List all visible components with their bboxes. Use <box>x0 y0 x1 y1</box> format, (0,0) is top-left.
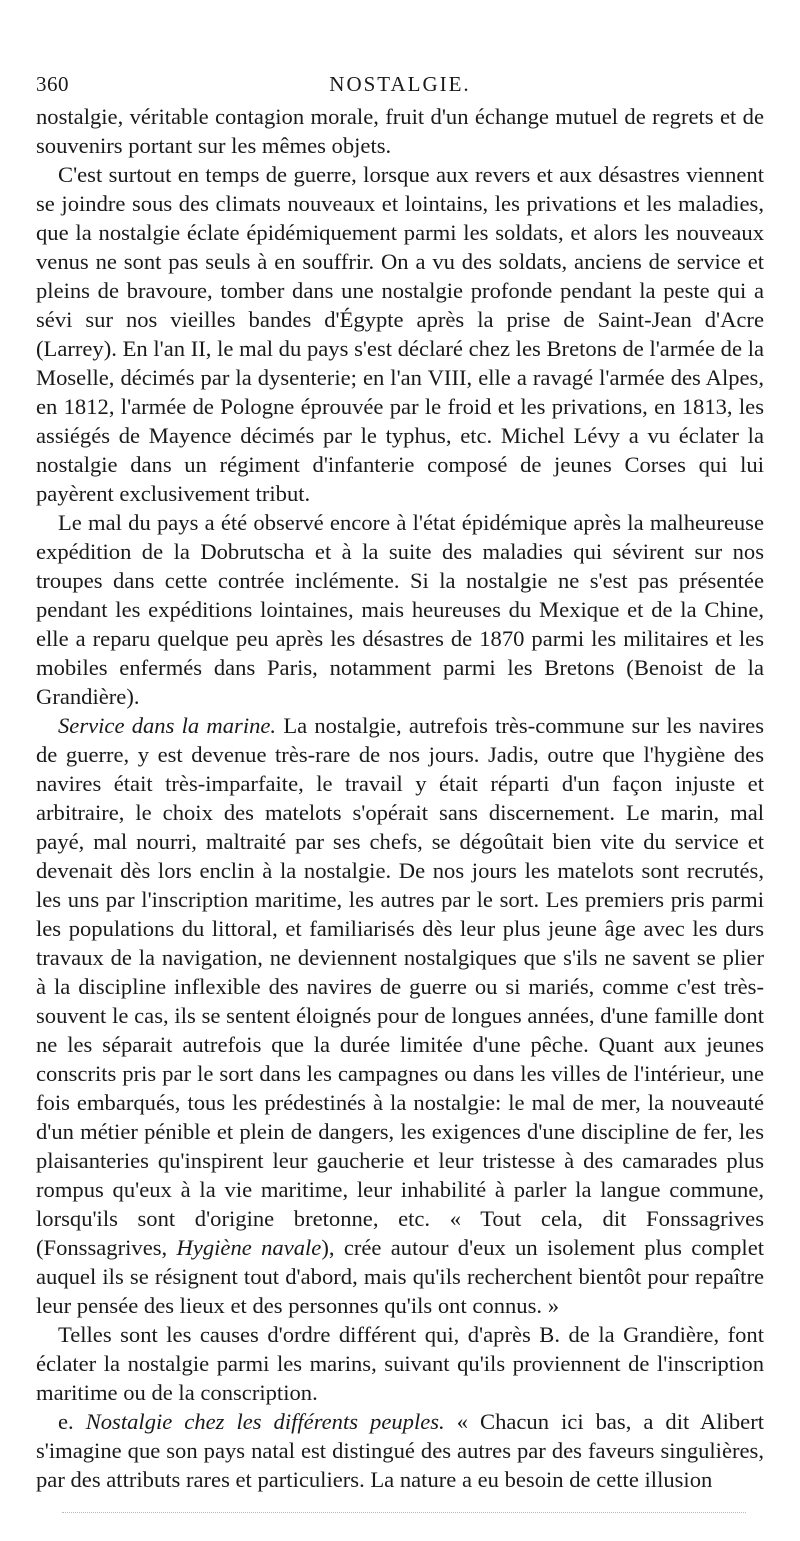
paragraph-peoples <box>36 1407 764 1494</box>
paragraph-text: Le mal du pays a été observé encore à l'état épidémique après la malheureuse expédition de la Dobrutscha et à la suite des maladies qui sévirent sur nos troupes dans cette contrée inclémente. Si la nostalgie ne s'est pas présentée pendant les expéditions lointaines, mais heureuses du Mexique et de la Chine, elle a reparu quelque peu après les désastres de 1870 parmi les militaires et les mobiles enfermés dans Paris, notamment parmi les Bretons (Benoist de la Grandière). <box>36 510 764 709</box>
body-text <box>36 102 764 1494</box>
paragraph-continuation <box>36 102 764 160</box>
paragraph-causes <box>36 1320 764 1407</box>
citation-title: Hygiène navale <box>176 1235 322 1260</box>
paragraph-text: La nostalgie, autrefois très-commune sur les navires de guerre, y est devenue très-rare de nos jours. Jadis, outre que l'hygiène des navires était très-imparfaite, le travail y était réparti d'un façon injuste et arbitraire, le choix des matelots s'opérait sans discernement. Le marin, mal payé, mal nourri, maltraité par ses chefs, se dégoûtait bien vite du service et devenait dès lors enclin à la nostalgie. De nos jours les matelots sont recrutés, les uns par l'inscription maritime, les autres par le sort. Les premiers pris parmi les populations du littoral, et familiarisés dès leur plus jeune âge avec les durs travaux de la navigation, ne deviennent nostalgiques que s'ils ne savent se plier à la discipline inflexible des navires de guerre ou si mariés, comme c'est très-souvent le cas, ils se sentent éloignés pour de longues années, d'une famille dont ne les séparait autrefois que la durée limitée d'une pêche. Quant aux jeunes conscrits pris par le sort dans les campagnes ou dans les villes de l'intérieur, une fois embarqués, tous les prédestinés à la nostalgie: le mal de mer, la nouveauté d'un métier pénible et plein de dangers, les exigences d'une discipline de fer, les plaisanteries qu'inspirent leur gaucherie et leur tristesse à des camarades plus rompus qu'eux à la vie maritime, leur inhabilité à parler la langue commune, lorsqu'ils sont d'origine bretonne, etc. « Tout cela, dit Fonssagrives (Fonssagrives, <box>36 713 764 1260</box>
footer-rule <box>62 1512 746 1513</box>
page-number: 360 <box>36 72 69 96</box>
paragraph-text: ), crée autour d'eux un isolement plus complet auquel ils se résignent tout d'abord, mais qu'ils recherchent bientôt pour repaître leur pensée des lieux et des personnes qu'ils ont connus. » <box>36 1235 764 1318</box>
section-label: e. <box>58 1409 74 1434</box>
paragraph-text: nostalgie, véritable contagion morale, fruit d'un échange mutuel de regrets et de souvenirs portant sur les mêmes objets. <box>36 104 764 158</box>
paragraph-epidemic <box>36 508 764 711</box>
paragraph-text: C'est surtout en temps de guerre, lorsque aux revers et aux désastres viennent se joindre sous des climats nouveaux et lointains, les privations et les maladies, que la nostalgie éclate épidémiquement parmi les soldats, et alors les nouveaux venus ne sont pas seuls à en souffrir. On a vu des soldats, anciens de service et pleins de bravoure, tomber dans une nostalgie profonde pendant la peste qui a sévi sur nos vieilles bandes d'Égypte après la prise de Saint-Jean d'Acre (Larrey). En l'an II, le mal du pays s'est déclaré chez les Bretons de l'armée de la Moselle, décimés par la dysenterie; en l'an VIII, elle a ravagé l'armée des Alpes, en 1812, l'armée de Pologne éprouvée par le froid et les privations, en 1813, les assiégés de Mayence décimés par le typhus, etc. Michel Lévy a vu éclater la nostalgie dans un régiment d'infanterie composé de jeunes Corses qui lui payèrent exclusivement tribut. <box>36 162 764 506</box>
running-head: NOSTALGIE. <box>329 72 471 96</box>
paragraph-wartime <box>36 160 764 508</box>
paragraph-text: Telles sont les causes d'ordre différent qui, d'après B. de la Grandière, font éclater la nostalgie parmi les marins, suivant qu'ils proviennent de l'inscription maritime ou de la conscription. <box>36 1322 764 1405</box>
page-header <box>36 72 764 102</box>
paragraph-text: « Chacun ici bas, a dit Alibert s'imagine que son pays natal est distingué des autres par des faveurs singulières, par des attributs rares et particuliers. La nature a eu besoin de cette illusion <box>36 1409 764 1492</box>
section-heading-navy: Service dans la marine. <box>58 713 277 738</box>
section-heading-peoples: Nostalgie chez les différents peuples. <box>85 1409 445 1434</box>
paragraph-navy <box>36 711 764 1320</box>
